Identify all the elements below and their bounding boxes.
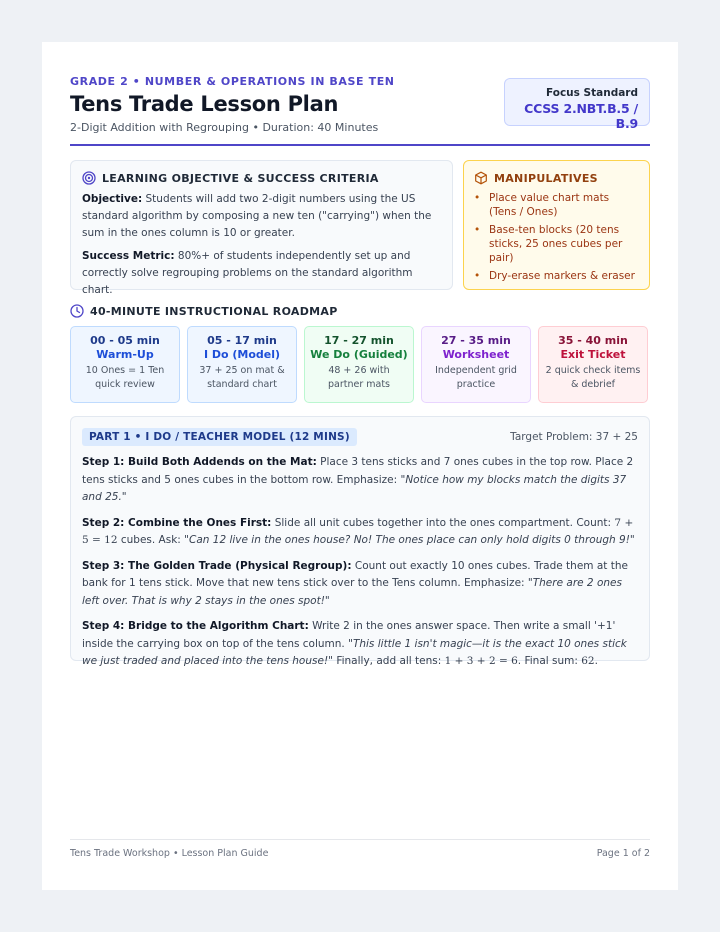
phase-description: 2 quick check items & debrief	[545, 365, 641, 390]
page-title: Tens Trade Lesson Plan	[70, 92, 339, 116]
step-4	[82, 618, 638, 671]
step-label: Step 2: Combine the Ones First:	[82, 516, 272, 529]
step-2	[82, 515, 638, 550]
step-text: Write 2 in the ones answer space. Then write a small '+1' inside the carrying box on top of the tens column.	[82, 620, 616, 650]
phase-time: 35 - 40 min	[558, 334, 628, 347]
objective-paragraph	[82, 191, 441, 242]
step-math: 1 + 3 + 2 = 6	[444, 655, 518, 667]
phase-exit-ticket	[538, 326, 648, 403]
target-problem: Target Problem: 37 + 25	[510, 431, 638, 443]
roadmap-heading-text: 40-MINUTE INSTRUCTIONAL ROADMAP	[90, 304, 338, 318]
step-math-2: 62	[581, 655, 595, 667]
step-text-4: .	[594, 655, 598, 667]
step-text-3: . Final sum:	[517, 655, 582, 667]
focus-standard-box	[504, 78, 650, 131]
part1-header	[82, 428, 638, 446]
phase-name: I Do (Model)	[203, 348, 281, 361]
objective-heading	[82, 171, 441, 185]
objective-text: Students will add two 2-digit numbers using the US standard algorithm by composing a new ten ("carrying") when the sum in the ones column is 10 or greater.	[82, 193, 432, 239]
phase-time: 05 - 17 min	[207, 334, 277, 347]
step-quote: "This little 1 isn't magic—it is the exact 10 ones stick we just traded and placed into the tens house!"	[82, 637, 627, 667]
clock-icon	[70, 304, 84, 318]
target-icon	[82, 171, 96, 185]
grade-kicker: GRADE 2 • NUMBER & OPERATIONS IN BASE TEN	[70, 75, 395, 88]
phase-description: Independent grid practice	[435, 365, 517, 390]
step-label: Step 4: Bridge to the Algorithm Chart:	[82, 620, 309, 632]
phase-name: Exit Ticket	[560, 348, 626, 361]
step-text: Slide all unit cubes together into the ones compartment. Count:	[271, 516, 615, 529]
phase-we-do	[304, 326, 414, 403]
footer-left: Tens Trade Workshop • Lesson Plan Guide	[70, 848, 269, 859]
roadmap-heading	[70, 304, 338, 318]
phase-name: We Do (Guided)	[310, 348, 408, 361]
phase-name: Worksheet	[442, 348, 510, 361]
step-label: Step 1: Build Both Addends on the Mat:	[82, 456, 317, 468]
step-math: 7 + 5 = 12	[82, 516, 634, 546]
objective-label: Objective:	[82, 193, 143, 205]
list-item: • Place value chart mats (Tens / Ones)	[474, 191, 639, 219]
success-metric-label: Success Metric:	[82, 250, 175, 262]
phase-description: 10 Ones = 1 Ten quick review	[85, 365, 165, 390]
page-number: Page 1 of 2	[596, 848, 650, 859]
step-text-2: cubes. Ask:	[117, 534, 185, 546]
focus-standard-label: Focus Standard	[545, 87, 638, 99]
success-metric-text: 80%+ of students independently set up and correctly solve regrouping problems on the standard algorithm chart.	[82, 250, 413, 296]
manipulatives-card	[463, 160, 650, 290]
phase-description: 37 + 25 on mat & standard chart	[199, 365, 285, 390]
header-divider	[70, 144, 650, 146]
phase-name: Warm-Up	[96, 348, 154, 361]
step-label: Step 3: The Golden Trade (Physical Regroup):	[82, 559, 352, 572]
phase-i-do	[187, 326, 297, 403]
success-metric-paragraph	[82, 248, 441, 299]
phase-time: 17 - 27 min	[324, 334, 394, 347]
list-item: • Dry-erase markers & eraser	[474, 269, 639, 283]
step-3	[82, 558, 638, 611]
page-subtitle: 2-Digit Addition with Regrouping • Duration: 40 Minutes	[70, 121, 379, 134]
step-quote: "Can 12 live in the ones house? No! The ones place can only hold digits 0 through 9!"	[184, 534, 635, 546]
step-text-2: Finally, add all tens:	[333, 655, 445, 667]
phase-worksheet	[421, 326, 531, 403]
objective-heading-text: LEARNING OBJECTIVE & SUCCESS CRITERIA	[102, 171, 379, 185]
part1-card	[70, 416, 650, 667]
manipulatives-list	[474, 191, 639, 283]
step-quote: "Notice how my blocks match the digits 37 and 25."	[82, 473, 627, 503]
step-1	[82, 454, 638, 507]
focus-standard-value: CCSS 2.NBT.B.5 / B.9	[524, 101, 638, 131]
step-text: Place 3 tens sticks and 7 ones cubes in the top row. Place 2 tens sticks and 5 ones cubes in the bottom row. Emphasize:	[82, 456, 634, 486]
phase-description: 48 + 26 with partner mats	[327, 365, 391, 390]
phase-time: 00 - 05 min	[90, 334, 160, 347]
step-quote: "There are 2 ones left over. That is why 2 stays in the ones spot!"	[82, 577, 622, 607]
manipulatives-heading-text: MANIPULATIVES	[494, 171, 598, 185]
step-text: Count out exactly 10 ones cubes. Trade them at the bank for 1 tens stick. Move that new tens stick over to the Tens column. Emphasize:	[82, 559, 628, 589]
cube-icon	[474, 171, 488, 185]
learning-objective-card	[70, 160, 453, 296]
manipulatives-heading	[474, 171, 639, 185]
part1-badge: PART 1 • I DO / TEACHER MODEL (12 MINS)	[82, 428, 357, 446]
lesson-plan-page	[42, 42, 678, 890]
phase-time: 27 - 35 min	[441, 334, 511, 347]
list-item: • Base-ten blocks (20 tens sticks, 25 ones cubes per pair)	[474, 223, 639, 265]
phase-warm-up	[70, 326, 180, 403]
footer-divider	[70, 839, 650, 840]
